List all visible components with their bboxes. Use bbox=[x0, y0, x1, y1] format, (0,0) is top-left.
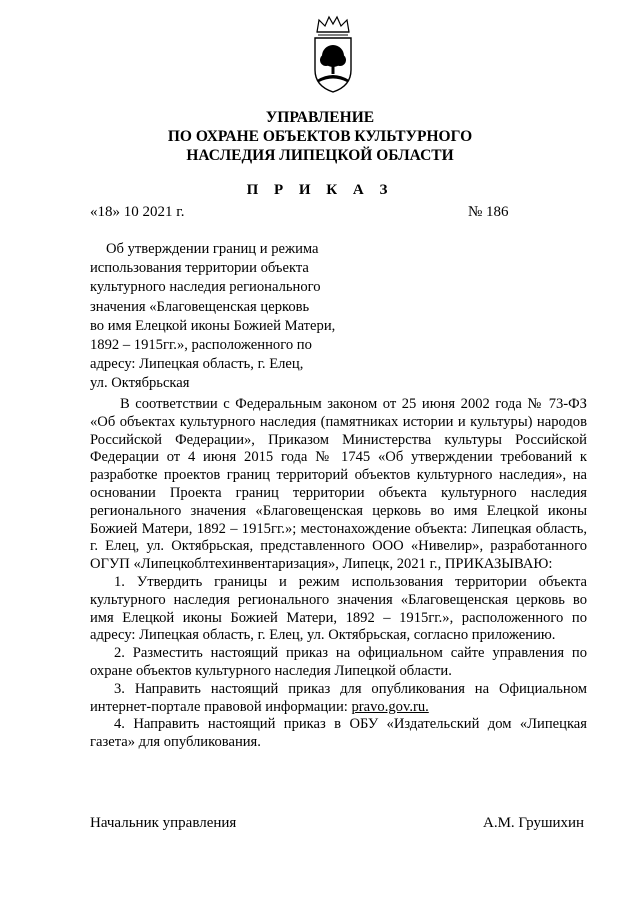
subject-line: значения «Благовещенская церковь bbox=[90, 298, 310, 315]
subject-line: Об утверждении границ и режима bbox=[106, 241, 319, 257]
document-subject bbox=[90, 240, 360, 394]
subject-line: во имя Елецкой иконы Божией Матери, bbox=[90, 317, 336, 334]
preamble-paragraph: В соответствии с Федеральным законом от 25 июня 2002 года № 73-ФЗ «Об объектах культурного наследия (памятниках истории и культуры) народов Российской Федерации», Приказом Министерства культуры Российской Федерации от 4 июня 2015 года № 1745 «Об утверждении требований к разработке проектов границ территорий объектов культурного наследия», на основании Проекта границ территории объекта культурного наследия регионального значения «Благовещенская церковь во имя Елецкой иконы Божией Матери, 1892 – 1915гг.»; местонахождение объекта: Липецкая область, г. Елец, ул. Октябрьская, представленного ООО «Нивелир», разработанного ОГУП «Липецкоблтехинвентаризация», Липецк, 2021 г., ПРИКАЗЫВАЮ: bbox=[90, 396, 587, 573]
signatory-name: А.М. Грушихин bbox=[483, 815, 585, 831]
header-line-2: ПО ОХРАНЕ ОБЪЕКТОВ КУЛЬТУРНОГО bbox=[167, 128, 473, 145]
order-item-4: 4. Направить настоящий приказ в ОБУ «Издательский дом «Липецкая газета» для опубликования. bbox=[90, 716, 587, 751]
order-item-3-text: 3. Направить настоящий приказ для опубликования на Официальном интернет-портале правовой информации: bbox=[90, 680, 587, 715]
subject-line: ул. Октябрьская bbox=[90, 375, 190, 392]
order-item-2: 2. Разместить настоящий приказ на официальном сайте управления по охране объектов культурного наследия Липецкой области. bbox=[90, 645, 587, 679]
order-item-3 bbox=[90, 681, 587, 717]
subject-line: использования территории объекта bbox=[90, 260, 309, 277]
document-type-title: П Р И К А З bbox=[246, 182, 394, 198]
order-item-1: 1. Утвердить границы и режим использования территории объекта культурного наследия регионального значения «Благовещенская церковь во имя Елецкой иконы Божией Матери, 1892 – 1915гг.», расположенного по адресу: Липецкая область, г. Елец, ул. Октябрьская, согласно приложению. bbox=[90, 573, 587, 644]
subject-line: 1892 – 1915гг.», расположенного по bbox=[90, 337, 312, 354]
lipetsk-coat-of-arms-icon bbox=[303, 14, 363, 94]
subject-line: адресу: Липецкая область, г. Елец, bbox=[90, 356, 304, 373]
signatory-position: Начальник управления bbox=[90, 815, 237, 831]
subject-line: культурного наследия регионального bbox=[90, 279, 321, 296]
document-body bbox=[90, 396, 587, 752]
pravo-gov-link[interactable]: pravo.gov.ru. bbox=[351, 698, 429, 715]
document-number: № 186 bbox=[468, 204, 509, 220]
header-line-3: НАСЛЕДИЯ ЛИПЕЦКОЙ ОБЛАСТИ bbox=[186, 147, 454, 164]
header-line-1: УПРАВЛЕНИЕ bbox=[265, 109, 375, 126]
document-date: «18» 10 2021 г. bbox=[90, 204, 185, 220]
organization-header bbox=[0, 108, 640, 165]
